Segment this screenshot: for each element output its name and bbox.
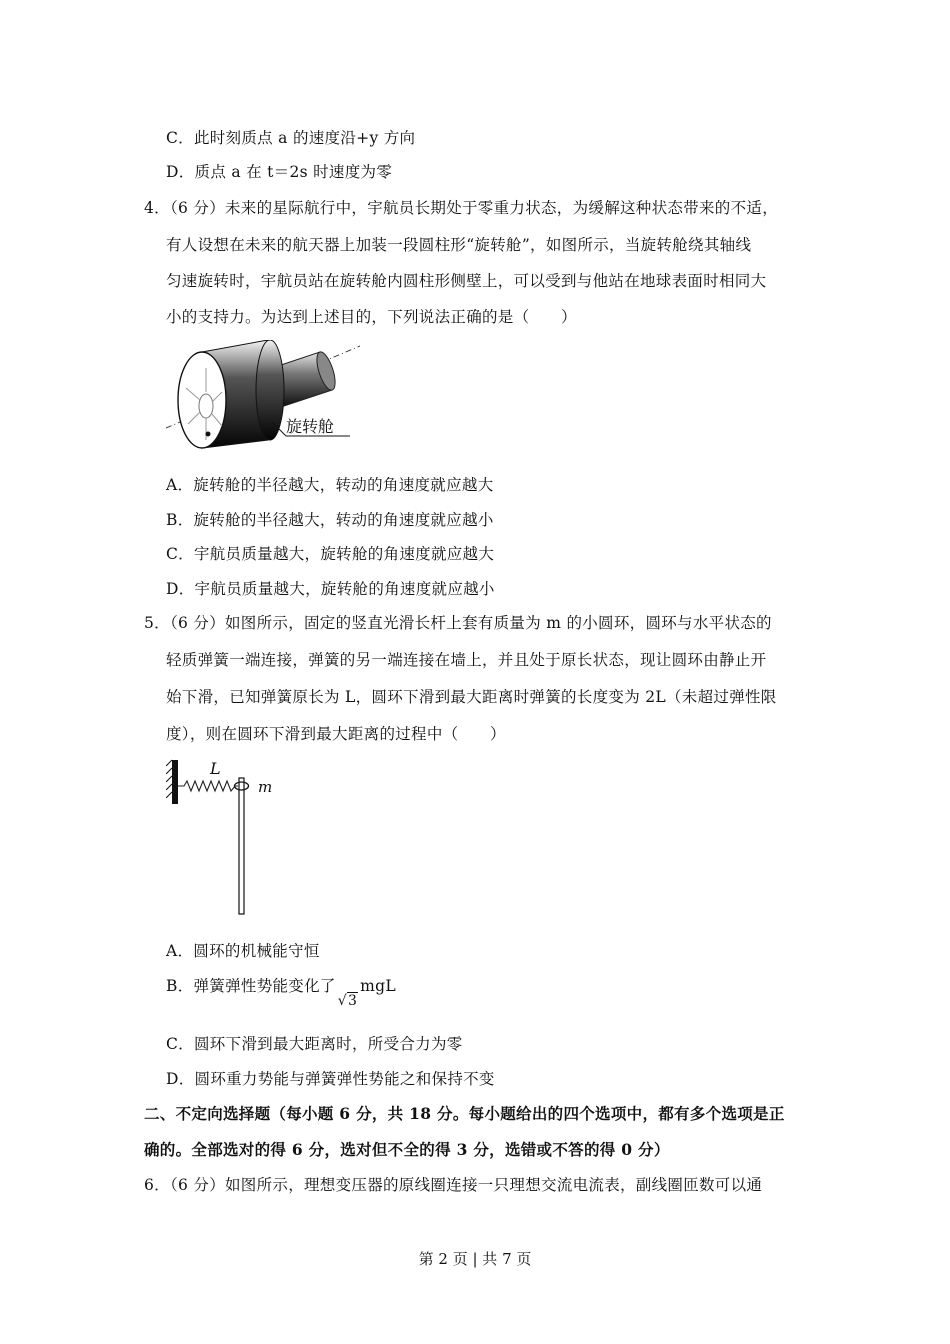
ring-mass-label: m	[258, 778, 273, 796]
section2-heading-line2: 确的。全部选对的得 6 分，选对但不全的得 3 分，选错或不答的得 0 分）	[144, 1140, 670, 1159]
q5-stem-line1: 5．（6 分）如图所示，固定的竖直光滑长杆上套有质量为 m 的小圆环，圆环与水平状态的	[144, 614, 772, 632]
q5-option-b	[166, 974, 396, 1009]
q4-option-b: B．旋转舱的半径越大，转动的角速度就应越小	[166, 511, 494, 529]
q3-option-d: D．质点 a 在 t＝2s 时速度为零	[166, 163, 393, 181]
q5-option-a: A．圆环的机械能守恒	[166, 942, 320, 960]
q5-stem-line2: 轻质弹簧一端连接，弹簧的另一端连接在墙上，并且处于原长状态，现让圆环由静止开	[166, 651, 767, 669]
sqrt-expression: √3	[337, 993, 358, 1009]
q4-option-d: D．宇航员质量越大，旋转舱的角速度就应越小	[166, 580, 495, 598]
q4-stem-line4: 小的支持力。为达到上述目的，下列说法正确的是（ ）	[166, 308, 577, 326]
q4-option-a: A．旋转舱的半径越大，转动的角速度就应越大	[166, 476, 494, 494]
q4-stem-line2: 有人设想在未来的航天器上加装一段圆柱形“旋转舱”，如图所示，当旋转舱绕其轴线	[166, 236, 752, 254]
q6-stem-line1: 6．（6 分）如图所示，理想变压器的原线圈连接一只理想交流电流表，副线圈匝数可以通	[144, 1176, 763, 1194]
rotating-cabin-label: 旋转舱	[286, 417, 335, 436]
q5-stem-line3: 始下滑，已知弹簧原长为 L，圆环下滑到最大距离时弹簧的长度变为 2L（未超过弹性限	[166, 688, 777, 706]
q5-option-d: D．圆环重力势能与弹簧弹性势能之和保持不变	[166, 1070, 495, 1088]
q4-stem-line3: 匀速旋转时，宇航员站在旋转舱内圆柱形侧壁上，可以受到与他站在地球表面时相同大	[166, 272, 767, 290]
q5-option-c: C．圆环下滑到最大距离时，所受合力为零	[166, 1035, 463, 1053]
spring-ring-rod-figure	[166, 756, 286, 918]
sqrt-radicand: 3	[347, 993, 358, 1009]
q5-option-b-prefix: B．弹簧弹性势能变化了	[166, 977, 336, 995]
q4-option-c: C．宇航员质量越大，旋转舱的角速度就应越大	[166, 545, 495, 563]
page-footer: 第 2 页 | 共 7 页	[418, 1250, 532, 1268]
rotating-cabin-figure	[160, 340, 390, 452]
q5-stem-line4: 度），则在圆环下滑到最大距离的过程中（ ）	[166, 725, 506, 743]
spring-length-label: L	[210, 759, 221, 778]
q4-stem-line1: 4．（6 分）未来的星际航行中，宇航员长期处于零重力状态，为缓解这种状态带来的不适，	[144, 199, 779, 217]
q3-option-c: C．此时刻质点 a 的速度沿+y 方向	[166, 129, 416, 147]
section2-heading-line1: 二、不定向选择题（每小题 6 分，共 18 分。每小题给出的四个选项中，都有多个选项是正	[144, 1104, 785, 1123]
q5-option-b-suffix: mgL	[360, 977, 396, 995]
